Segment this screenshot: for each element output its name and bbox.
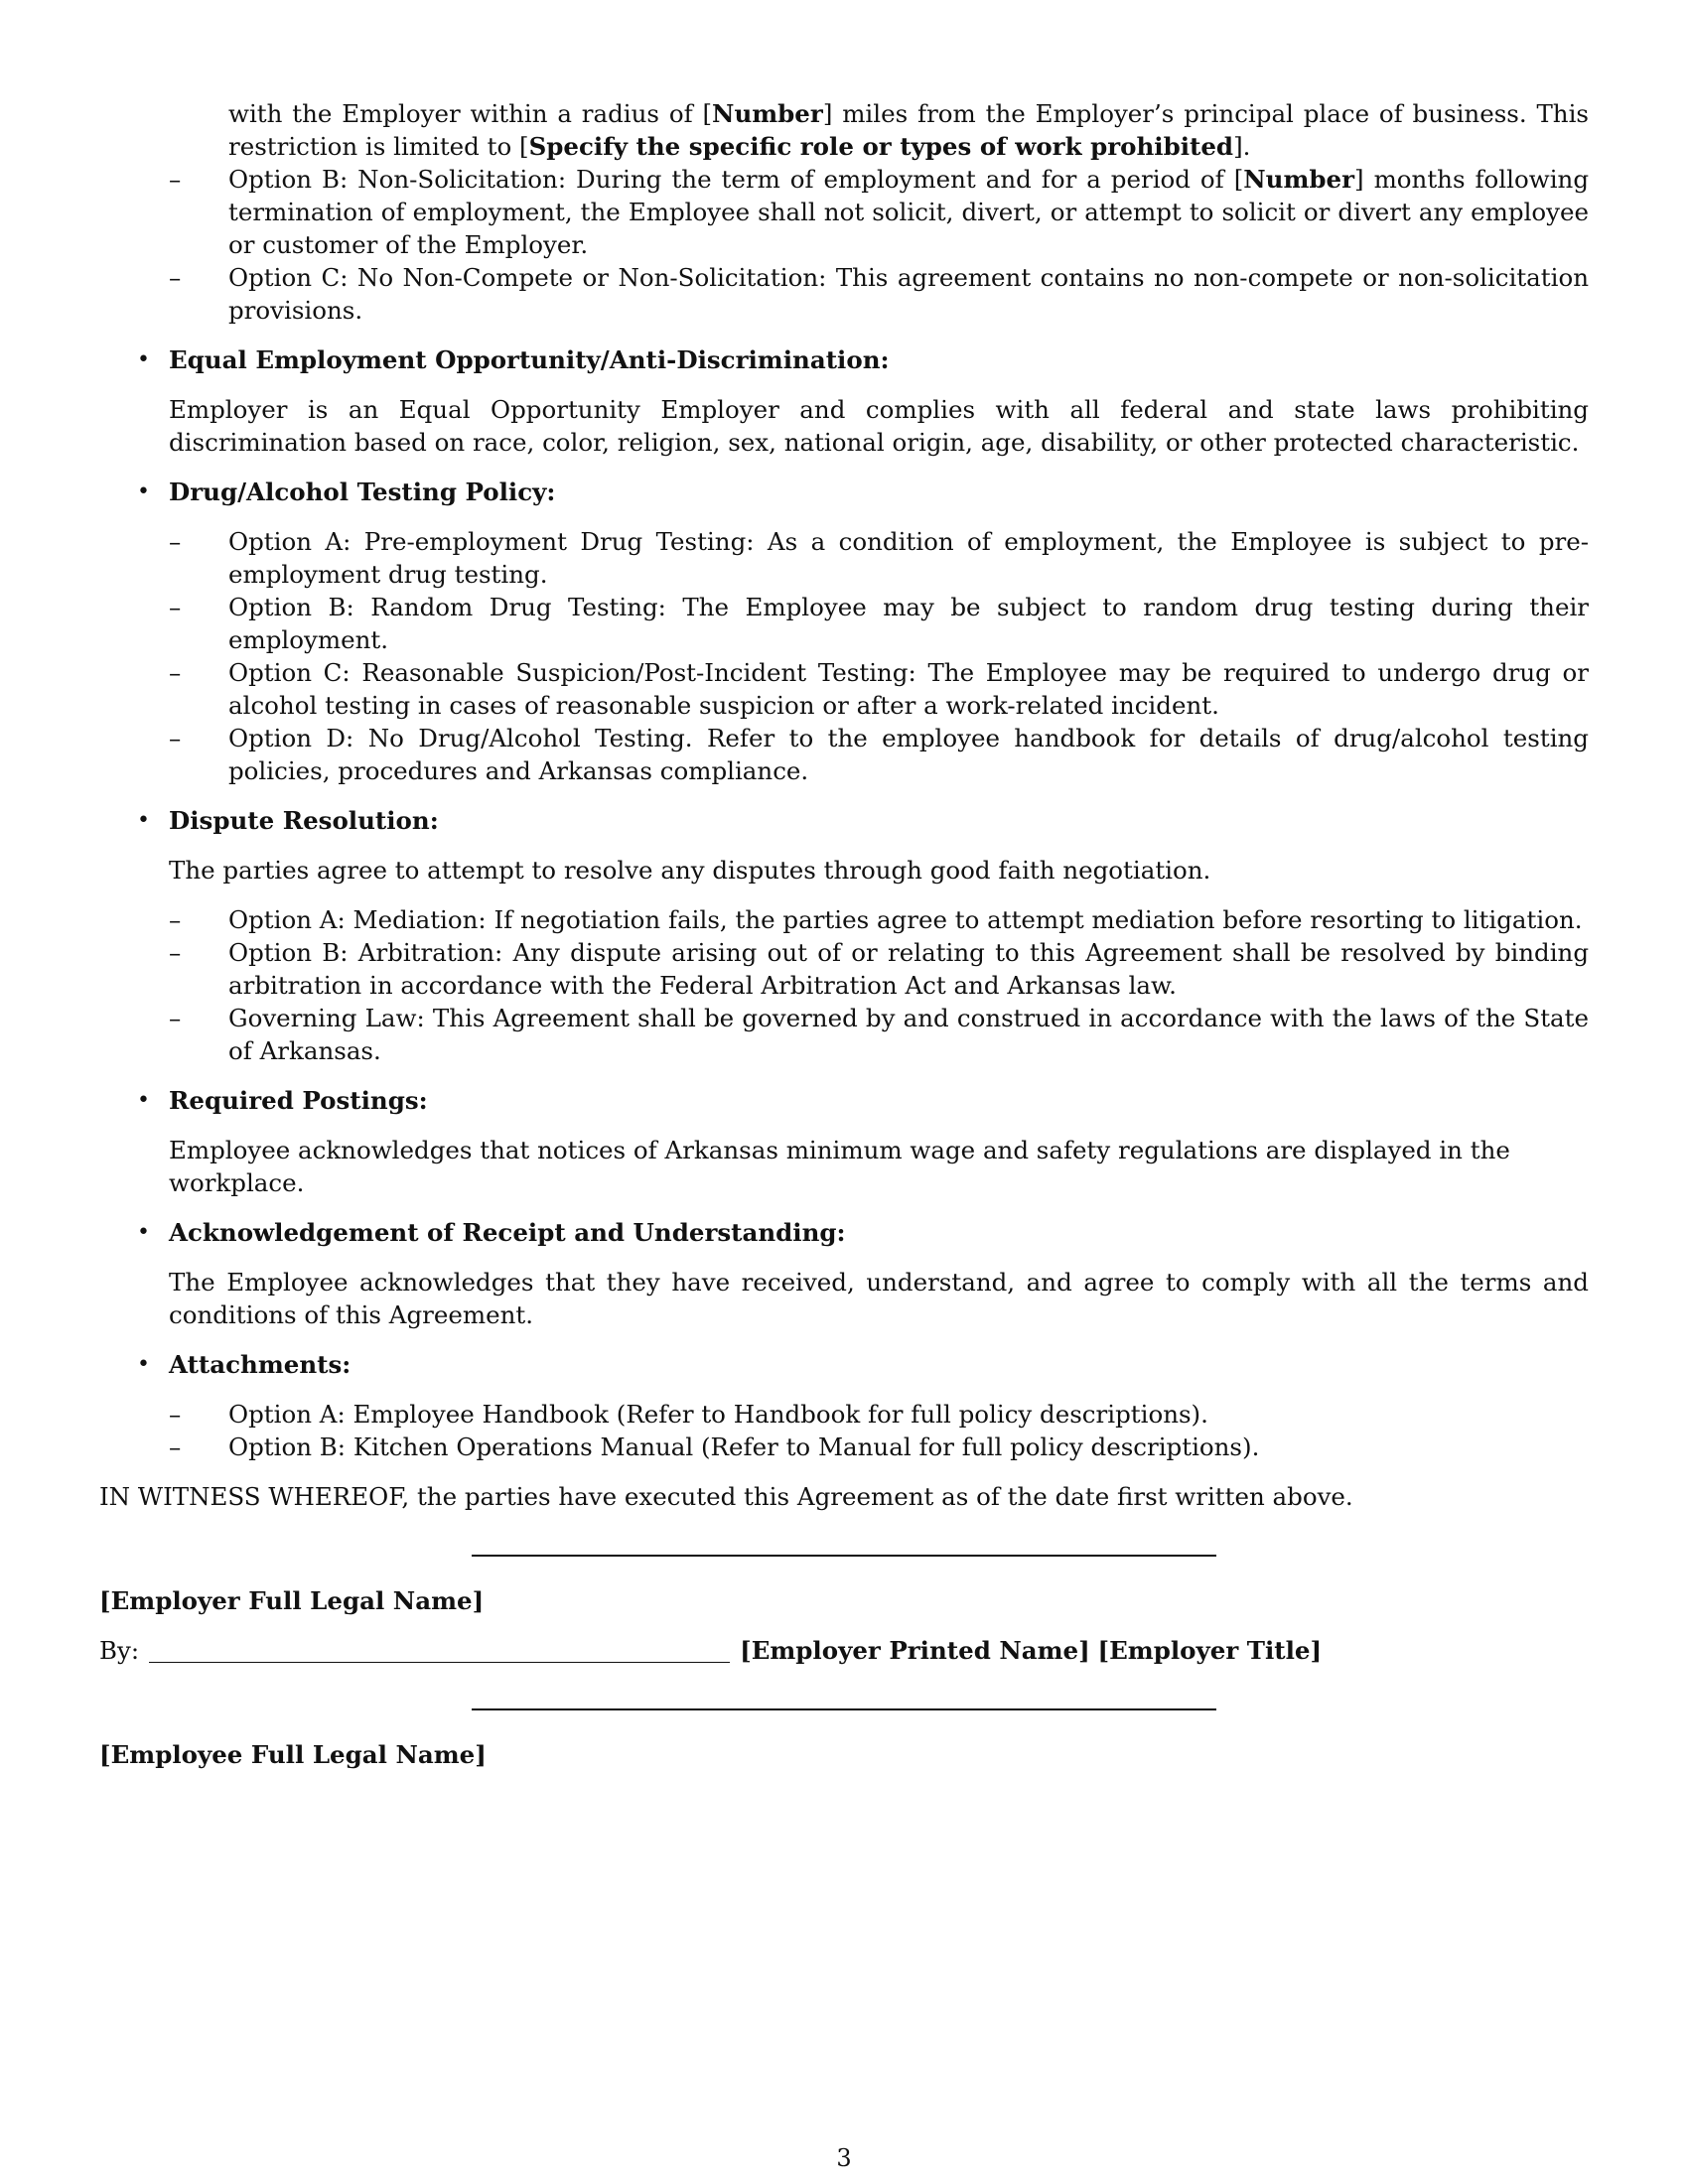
section-dispute-resolution — [99, 804, 1589, 1067]
option-text: Option B: Arbitration: Any dispute arising out of or relating to this Agreement shall be resolved by binding arbitration in accordance with the Federal Arbitration Act and Arkansas law. — [228, 938, 1589, 1000]
dash-marker: – — [169, 1400, 182, 1429]
option-item — [169, 1002, 1589, 1067]
section-heading: Drug/Alcohol Testing Policy: — [169, 478, 556, 506]
bullet-marker: • — [137, 808, 150, 833]
dash-marker: – — [169, 263, 182, 292]
option-text: Option D: No Drug/Alcohol Testing. Refer to the employee handbook for details of drug/alcohol testing policies, procedures and Arkansas compliance. — [228, 724, 1589, 785]
noncompete-options — [169, 163, 1589, 327]
dash-marker: – — [169, 165, 182, 194]
option-item — [169, 525, 1589, 591]
placeholder-number: Number — [1243, 165, 1355, 194]
employer-by-row — [99, 1634, 1589, 1667]
option-list — [169, 903, 1589, 1067]
option-item — [169, 656, 1589, 722]
bullet-marker: • — [137, 1088, 150, 1113]
dash-marker: – — [169, 593, 182, 621]
dash-marker: – — [169, 1004, 182, 1032]
section-heading: Equal Employment Opportunity/Anti-Discrimination: — [169, 345, 890, 374]
section-heading: Dispute Resolution: — [169, 806, 439, 835]
option-item — [169, 1431, 1589, 1463]
section-body: The parties agree to attempt to resolve any disputes through good faith negotiation. — [169, 856, 1211, 885]
option-list — [169, 1398, 1589, 1463]
placeholder-number: Number — [712, 99, 823, 128]
section-acknowledgement — [99, 1216, 1589, 1331]
dash-marker: – — [169, 938, 182, 967]
section-heading: Acknowledgement of Receipt and Understanding: — [169, 1218, 846, 1247]
text-fragment: with the Employer within a radius of [ — [228, 99, 713, 128]
option-text: Option C: Reasonable Suspicion/Post-Incident Testing: The Employee may be required to undergo drug or alcohol testing in cases of reasonable suspicion or after a work-related incident. — [228, 658, 1589, 720]
section-eeo — [99, 343, 1589, 459]
witness-clause: IN WITNESS WHEREOF, the parties have executed this Agreement as of the date first written above. — [99, 1482, 1353, 1511]
dash-marker: – — [169, 724, 182, 752]
employer-name-placeholder: [Employer Full Legal Name] — [99, 1586, 485, 1615]
bullet-marker: • — [137, 1220, 150, 1245]
option-text: Option A: Mediation: If negotiation fails, the parties agree to attempt mediation before resorting to litigation. — [228, 905, 1583, 934]
option-item — [169, 1398, 1589, 1431]
bullet-marker: • — [137, 347, 150, 372]
noncompete-option-a-continuation — [228, 97, 1589, 163]
option-text: Option A: Pre-employment Drug Testing: As a condition of employment, the Employee is subject to pre-employment drug testing. — [228, 527, 1589, 589]
placeholder-role: Specify the specific role or types of work prohibited — [528, 132, 1234, 161]
section-required-postings — [99, 1084, 1589, 1199]
option-text: Option B: Non-Solicitation: During the term of employment and for a period of [ — [228, 165, 1244, 194]
text-fragment: ]. — [1233, 132, 1251, 161]
option-item — [169, 163, 1589, 261]
section-heading: Attachments: — [169, 1350, 352, 1379]
dash-marker: – — [169, 1433, 182, 1461]
option-text: Governing Law: This Agreement shall be governed by and construed in accordance with the laws of the State of Arkansas. — [228, 1004, 1589, 1065]
document-page — [99, 97, 1589, 1771]
option-text: Option B: Random Drug Testing: The Employee may be subject to random drug testing during their employment. — [228, 593, 1589, 654]
dash-marker: – — [169, 905, 182, 934]
employer-title-placeholder: [Employer Title] — [1097, 1636, 1323, 1665]
section-drug-testing — [99, 476, 1589, 787]
dash-marker: – — [169, 658, 182, 687]
employee-name-placeholder: [Employee Full Legal Name] — [99, 1740, 487, 1769]
clause-list — [99, 343, 1589, 1463]
option-text: Option A: Employee Handbook (Refer to Handbook for full policy descriptions). — [228, 1400, 1208, 1429]
by-label: By: — [99, 1636, 140, 1665]
option-item — [169, 722, 1589, 787]
section-body: Employee acknowledges that notices of Arkansas minimum wage and safety regulations are displayed in the workplace. — [169, 1136, 1510, 1197]
bullet-marker: • — [137, 1352, 150, 1377]
option-text: ] months following termination of employment, the Employee shall not solicit, divert, or attempt to solicit or divert any employee or customer of the Employer. — [228, 165, 1589, 259]
employer-printed-name-placeholder: [Employer Printed Name] — [740, 1636, 1090, 1665]
dash-marker: – — [169, 527, 182, 556]
option-item — [169, 591, 1589, 656]
section-body: Employer is an Equal Opportunity Employer and complies with all federal and state laws prohibiting discrimination based on race, color, religion, sex, national origin, age, disability, or other protected characteristic. — [169, 395, 1589, 457]
employer-signature-line — [472, 1555, 1216, 1557]
page-number: 3 — [836, 2144, 852, 2172]
section-attachments — [99, 1348, 1589, 1463]
employee-signature-line — [472, 1708, 1216, 1710]
option-text: Option C: No Non-Compete or Non-Solicitation: This agreement contains no non-compete or non-solicitation provisions. — [228, 263, 1589, 325]
section-body: The Employee acknowledges that they have received, understand, and agree to comply with all the terms and conditions of this Agreement. — [169, 1268, 1589, 1329]
section-heading: Required Postings: — [169, 1086, 428, 1115]
by-signature-line — [149, 1662, 730, 1663]
option-item — [169, 903, 1589, 936]
option-item — [169, 261, 1589, 327]
text-fragment: ] miles from the Employer’s principal place of business. This restriction is limited to [ — [228, 99, 1589, 161]
option-text: Option B: Kitchen Operations Manual (Refer to Manual for full policy descriptions). — [228, 1433, 1260, 1461]
bullet-marker: • — [137, 479, 150, 504]
option-list — [169, 525, 1589, 787]
option-item — [169, 936, 1589, 1002]
